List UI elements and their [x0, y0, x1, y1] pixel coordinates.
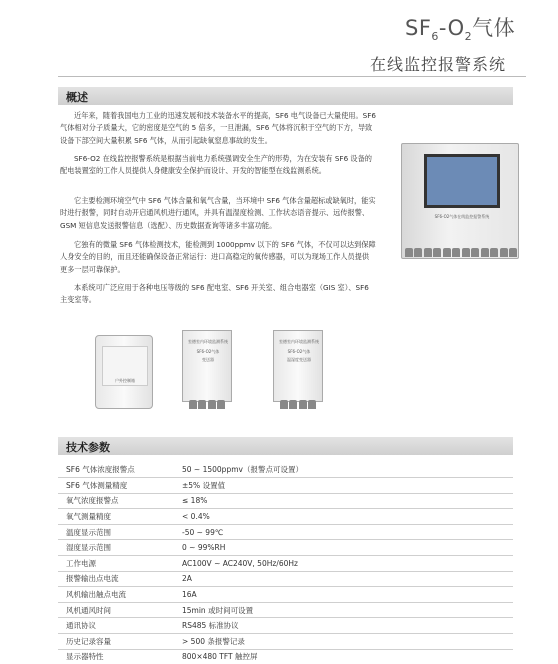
table-row	[58, 524, 513, 540]
spec-value: 800×480 TFT 触控屏	[174, 649, 513, 664]
device-connectors	[405, 248, 517, 260]
main-controller-image	[401, 143, 519, 259]
spec-value: 16A	[174, 587, 513, 603]
device-label: SF6-O2气体在线监控报警系统	[434, 214, 490, 219]
table-row	[58, 618, 513, 634]
humidity-transmitter-image	[273, 330, 323, 402]
table-row	[58, 556, 513, 572]
spec-value: > 500 条报警记录	[174, 634, 513, 650]
overview-paragraph-4: 它独有的微量 SF6 气体检测技术，能检测到 1000ppmv 以下的 SF6 气体，不仅可以达到保障人身安全的目的，而且还能确保设备正常运行：进口高稳定的氧传感器，可以为现场工作人员提供更多一层可靠保护。	[60, 240, 376, 274]
spec-key: 湿度显示范围	[58, 540, 174, 556]
spec-key: 风机通风时间	[58, 602, 174, 618]
spec-value: AC100V ~ AC240V, 50Hz/60Hz	[174, 556, 513, 572]
spec-key: 温度显示范围	[58, 524, 174, 540]
overview-header: 概述	[58, 87, 513, 105]
box-label: 户外控制箱	[115, 378, 135, 383]
spec-value: 50 ~ 1500ppmv（报警点可设置）	[174, 462, 513, 478]
page-subtitle: 在线监控报警系统	[370, 55, 507, 74]
spec-key: 工作电源	[58, 556, 174, 572]
overview-paragraph-2: SF6-O2 在线监控报警系统是根据当前电力系统强调安全生产的形势，为在安装有 SF6 设备的配电装置室的工作人员提供人身健康安全保护而设计、开发的智能型在线监测系统。	[60, 154, 372, 176]
spec-value: ±5% 设置值	[174, 478, 513, 494]
table-row	[58, 509, 513, 525]
table-row	[58, 478, 513, 494]
box-label: 温湿度变送器	[287, 357, 311, 362]
box-label: 变送器	[202, 357, 214, 362]
table-row	[58, 649, 513, 664]
spec-key: 通讯协议	[58, 618, 174, 634]
spec-key: SF6 气体浓度报警点	[58, 462, 174, 478]
table-row	[58, 493, 513, 509]
spec-key: SF6 气体测量精度	[58, 478, 174, 494]
box-title: 室德室内环境监测系统	[279, 339, 319, 344]
device-screen	[424, 154, 500, 208]
spec-value: 2A	[174, 571, 513, 587]
table-row	[58, 540, 513, 556]
transmitter-image	[182, 330, 232, 402]
spec-value: 15min 或时间可设置	[174, 602, 513, 618]
spec-key: 显示器特性	[58, 649, 174, 664]
table-row	[58, 602, 513, 618]
spec-key: 氧气测量精度	[58, 509, 174, 525]
spec-value: 0 ~ 99%RH	[174, 540, 513, 556]
table-row	[58, 634, 513, 650]
spec-value: RS485 标准协议	[174, 618, 513, 634]
table-row	[58, 571, 513, 587]
title-divider	[58, 76, 526, 77]
spec-key: 风机输出触点电流	[58, 587, 174, 603]
spec-key: 报警输出点电流	[58, 571, 174, 587]
spec-value: ≤ 18%	[174, 493, 513, 509]
table-row	[58, 462, 513, 478]
specs-table	[58, 462, 513, 664]
overview-paragraph-5: 本系统可广泛应用于各种电压等级的 SF6 配电室、SF6 开关室、组合电器室（GIS 室）、SF6 主变室等。	[60, 283, 372, 305]
spec-key: 氧气浓度报警点	[58, 493, 174, 509]
box-title: 室德室内环境监测系统	[188, 339, 228, 344]
table-row	[58, 587, 513, 603]
overview-paragraph-1: 近年来，随着我国电力工业的迅速发展和技术装备水平的提高，SF6 电气设备已大量使用。SF6 气体相对分子质量大，它的密度是空气的 5 倍多，一旦泄漏，SF6 气体将沉积于空气的下方，导致设备下部空间大量积累 SF6 气体，从而引起缺氧窒息事故的发生。	[60, 111, 379, 145]
spec-value: -50 ~ 99℃	[174, 524, 513, 540]
box-model: SF6-O2气体	[196, 349, 220, 354]
specs-header: 技术参数	[58, 437, 513, 455]
spec-value: < 0.4%	[174, 509, 513, 525]
page-title: $SF_6-O_2$气体	[405, 16, 516, 43]
box-model: SF6-O2气体	[287, 349, 311, 354]
outdoor-control-box-image	[95, 335, 153, 409]
spec-key: 历史记录容量	[58, 634, 174, 650]
overview-paragraph-3: 它主要检测环境空气中 SF6 气体含量和氧气含量，当环境中 SF6 气体含量超标或缺氧时，能实时进行报警，同时自动开启通风机进行通风，并具有温湿度检测、工作状态语音提示、远传报警、GSM 短信息发送报警信息（选配）、历史数据查询等诸多丰富功能。	[60, 196, 376, 230]
